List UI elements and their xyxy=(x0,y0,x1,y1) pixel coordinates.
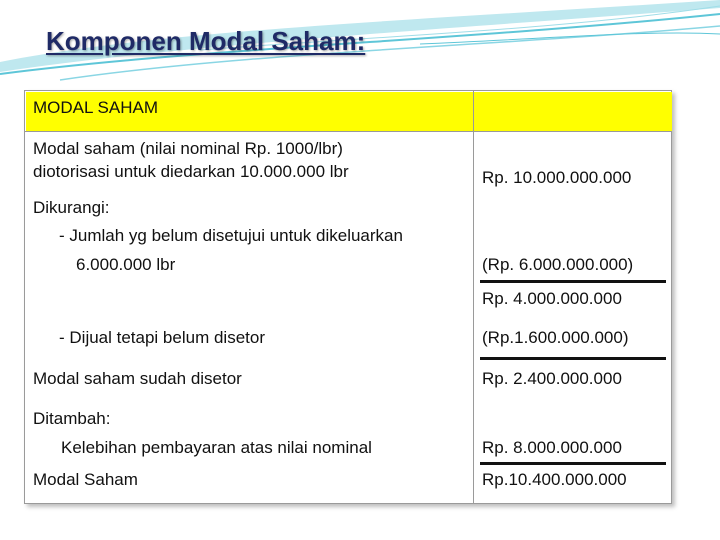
deduct-item1-line2: 6.000.000 lbr xyxy=(76,255,176,274)
deduct-item1-value: (Rp. 6.000.000.000) xyxy=(482,255,634,274)
subtotal-rule xyxy=(480,280,666,283)
slide-title: Komponen Modal Saham: xyxy=(46,26,366,56)
paid-value: Rp. 2.400.000.000 xyxy=(482,369,622,388)
authorized-line-1: Modal saham (nilai nominal Rp. 1000/lbr) xyxy=(33,139,343,158)
paid-label: Modal saham sudah disetor xyxy=(33,369,242,388)
add-item-label: Kelebihan pembayaran atas nilai nominal xyxy=(61,438,372,457)
authorized-line-2: diotorisasi untuk diedarkan 10.000.000 lbr xyxy=(33,162,349,181)
deduct-heading: Dikurangi: xyxy=(33,198,110,217)
modal-saham-table xyxy=(24,90,672,504)
total-rule xyxy=(480,462,666,465)
row-divider xyxy=(25,131,671,132)
column-divider xyxy=(473,91,474,503)
paid-rule xyxy=(480,357,666,360)
total-label: Modal Saham xyxy=(33,470,138,489)
deduct-item2-label: - Dijual tetapi belum disetor xyxy=(59,328,265,347)
total-value: Rp.10.400.000.000 xyxy=(482,470,627,489)
authorized-value: Rp. 10.000.000.000 xyxy=(482,168,632,187)
deduct-subtotal: Rp. 4.000.000.000 xyxy=(482,289,622,308)
header-label: MODAL SAHAM xyxy=(33,98,159,117)
deduct-item2-value: (Rp.1.600.000.000) xyxy=(482,328,629,347)
add-item-value: Rp. 8.000.000.000 xyxy=(482,438,622,457)
add-heading: Ditambah: xyxy=(33,409,111,428)
deduct-item1-line1: - Jumlah yg belum disetujui untuk dikeluarkan xyxy=(59,226,403,245)
